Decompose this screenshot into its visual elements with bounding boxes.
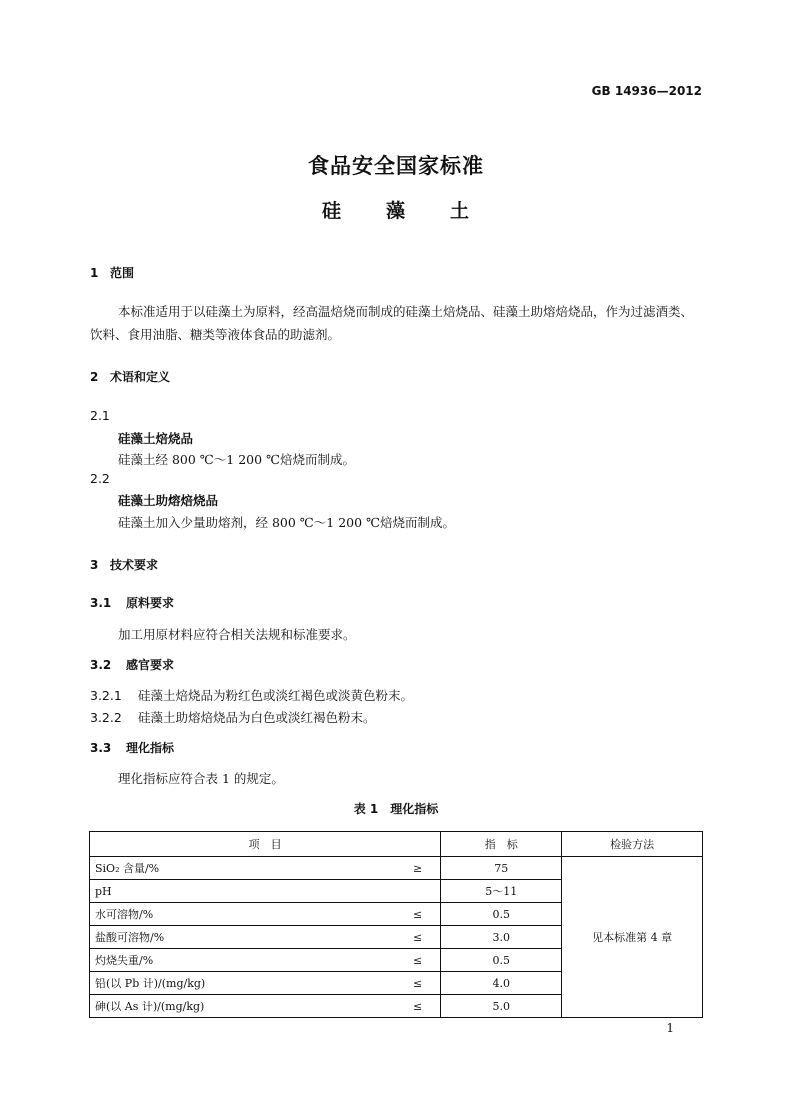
section-number: 3	[90, 558, 99, 572]
header-item: 项 目	[90, 832, 441, 857]
section-title: 范围	[110, 266, 135, 280]
section-number: 3.1	[90, 596, 112, 610]
row-name: 灼烧失重/%	[90, 949, 408, 972]
row-value: 0.5	[441, 903, 562, 926]
section-heading-3	[90, 556, 158, 573]
row-value: 0.5	[441, 949, 562, 972]
row-name: 盐酸可溶物/%	[90, 926, 408, 949]
scope-paragraph: 本标准适用于以硅藻土为原料，经高温焙烧而制成的硅藻土焙烧品、硅藻土助熔焙烧品，作为过滤酒类、饮料、食用油脂、糖类等液体食品的助滤剂。	[90, 304, 694, 342]
section-number: 1	[90, 266, 99, 280]
term-2-1: 硅藻土焙烧品	[118, 431, 194, 446]
row-symbol: ≤	[407, 903, 441, 926]
header-value: 指 标	[441, 832, 562, 857]
header-method: 检验方法	[562, 832, 703, 857]
section-number: 2	[90, 370, 99, 384]
row-symbol: ≤	[407, 949, 441, 972]
clause-number: 3.2.1	[90, 688, 122, 703]
physicochemical-text: 理化指标应符合表 1 的规定。	[118, 771, 284, 786]
row-symbol	[407, 880, 441, 903]
section-number: 3.2	[90, 658, 112, 672]
clause-number-2-1: 2.1	[90, 408, 110, 423]
row-name: SiO₂ 含量/%	[90, 857, 408, 880]
subtitle-char: 土	[450, 200, 471, 222]
section-heading-1	[90, 264, 134, 281]
row-value: 5～11	[441, 880, 562, 903]
row-method: 见本标准第 4 章	[562, 857, 703, 1018]
clause-number: 3.2.2	[90, 710, 122, 725]
subtitle-char: 藻	[385, 200, 406, 222]
clause-3-2-2	[90, 708, 376, 726]
section-heading-3-3	[90, 739, 174, 756]
definition-2-1: 硅藻土经 800 ℃～1 200 ℃焙烧而制成。	[118, 452, 356, 467]
clause-3-2-1	[90, 686, 413, 704]
clause-text: 硅藻土助熔焙烧品为白色或淡红褐色粉末。	[138, 710, 376, 725]
document-title: 食品安全国家标准	[308, 153, 484, 178]
clause-text: 硅藻土焙烧品为粉红色或淡红褐色或淡黄色粉末。	[138, 688, 414, 703]
row-name: 砷(以 As 计)/(mg/kg)	[90, 995, 408, 1018]
section-heading-2	[90, 368, 170, 385]
standard-code: GB 14936—2012	[591, 84, 702, 98]
section-title: 术语和定义	[110, 370, 171, 384]
page-number: 1	[666, 1021, 674, 1035]
document-subtitle	[0, 196, 792, 223]
section-title: 感官要求	[126, 658, 175, 672]
raw-material-text: 加工用原材料应符合相关法规和标准要求。	[118, 627, 356, 642]
row-value: 75	[441, 857, 562, 880]
table-row	[90, 857, 703, 880]
section-heading-3-2	[90, 656, 174, 673]
section-title: 技术要求	[110, 558, 159, 572]
section-title: 原料要求	[126, 596, 175, 610]
row-symbol: ≤	[407, 972, 441, 995]
definition-2-2: 硅藻土加入少量助熔剂，经 800 ℃～1 200 ℃焙烧而制成。	[118, 515, 456, 530]
row-symbol: ≤	[407, 995, 441, 1018]
row-value: 4.0	[441, 972, 562, 995]
term-2-2: 硅藻土助熔焙烧品	[118, 493, 219, 508]
table-caption: 表 1 理化指标	[353, 802, 439, 816]
section-title: 理化指标	[126, 741, 175, 755]
row-name: 铅(以 Pb 计)/(mg/kg)	[90, 972, 408, 995]
subtitle-char: 硅	[321, 200, 342, 222]
row-symbol: ≥	[407, 857, 441, 880]
section-heading-3-1	[90, 594, 174, 611]
row-name: pH	[90, 880, 408, 903]
clause-number-2-2: 2.2	[90, 471, 110, 486]
table-header-row	[90, 832, 703, 857]
row-value: 3.0	[441, 926, 562, 949]
row-name: 水可溶物/%	[90, 903, 408, 926]
row-symbol: ≤	[407, 926, 441, 949]
section-number: 3.3	[90, 741, 112, 755]
row-value: 5.0	[441, 995, 562, 1018]
physicochemical-table	[89, 831, 703, 1018]
